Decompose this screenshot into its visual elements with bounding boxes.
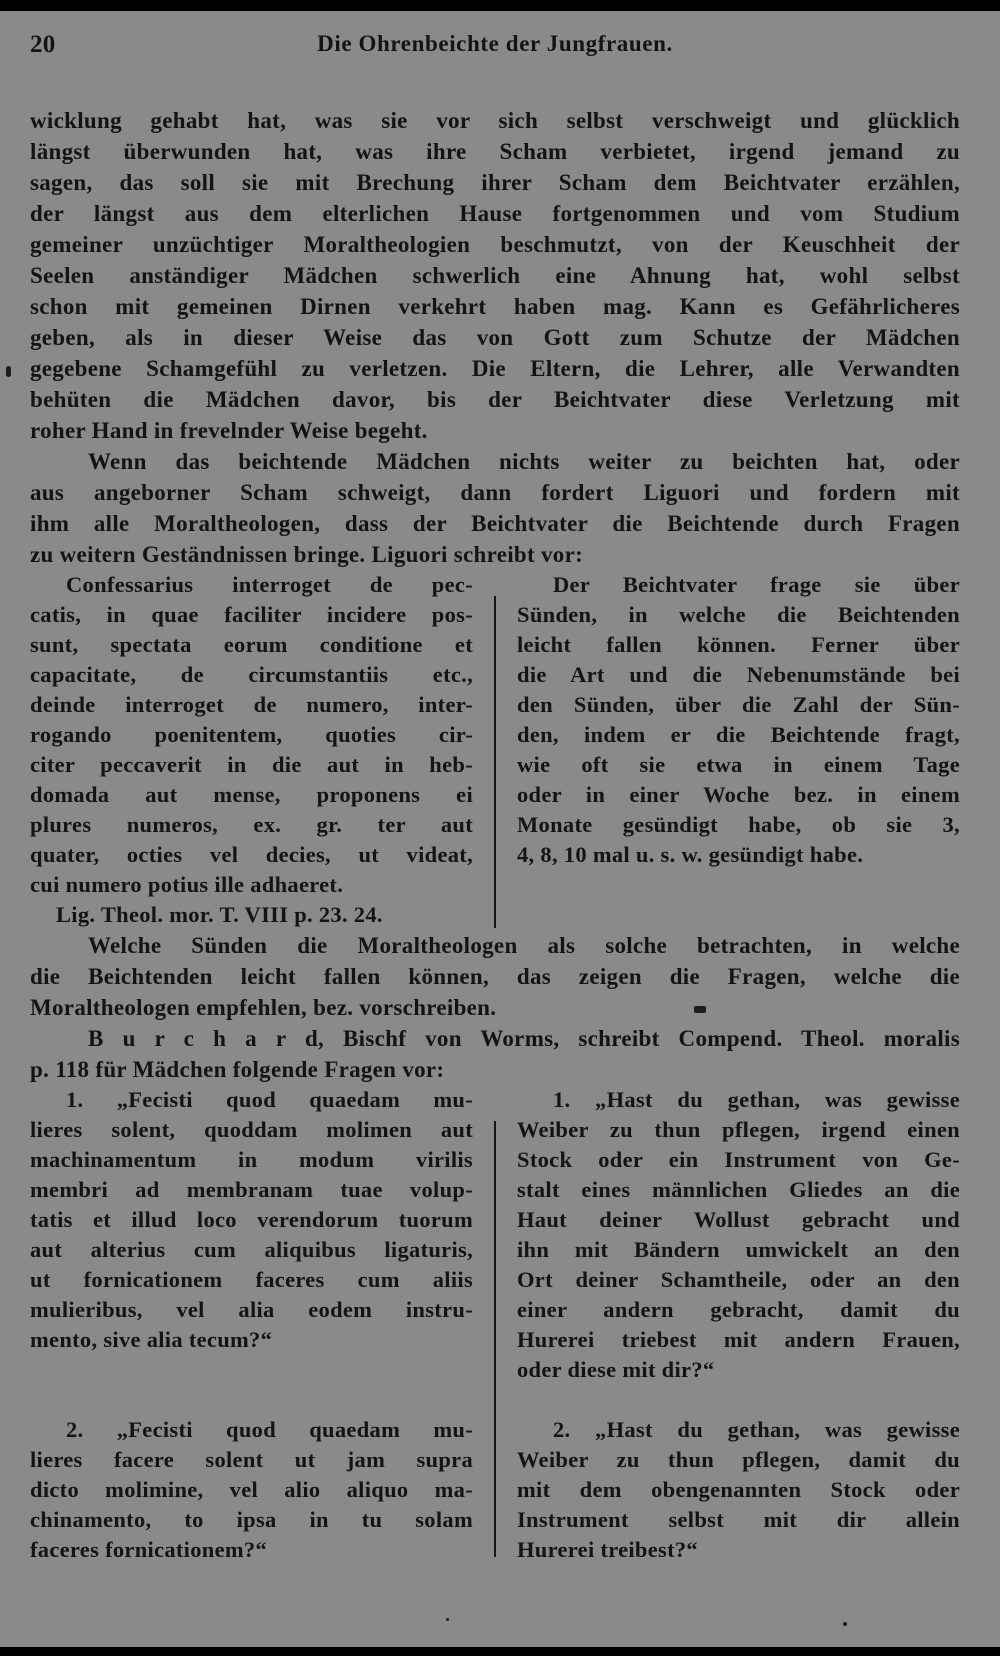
liguori-german-text — [517, 570, 960, 870]
burchard-latin-question-2 — [30, 1415, 473, 1565]
ink-speck — [843, 1622, 847, 1626]
text-line: lieres facere solent ut jam supra — [30, 1447, 473, 1472]
liguori-latin-column — [30, 570, 473, 930]
text-line: cui numero potius ille adhaeret. — [30, 872, 344, 897]
text-line: Wenn das beichtende Mädchen nichts weiter zu beichten hat, oder — [88, 449, 960, 474]
text-line: sunt, spectata eorum conditione et — [30, 632, 473, 657]
text-line: Confessarius interroget de pec- — [66, 572, 473, 597]
page-header — [30, 31, 960, 63]
text-line: längst überwunden hat, was ihre Scham verbietet, irgend jemand zu — [30, 139, 960, 164]
text-line: domada aut mense, proponens ei — [30, 782, 473, 807]
burchard-german-question-2 — [517, 1415, 960, 1565]
burchard-latin-column — [30, 1085, 473, 1565]
text-line: lieres solent, quoddam molimen aut — [30, 1117, 473, 1142]
text-line: Hurerei treibest?“ — [517, 1537, 698, 1562]
text-line: sagen, das soll sie mit Brechung ihrer Scham dem Beichtvater erzählen, — [30, 170, 960, 195]
text-line: Welche Sünden die Moraltheologen als solche betrachten, in welche — [88, 933, 960, 958]
burchard-latin-question-1 — [30, 1085, 473, 1355]
text-line: 2. „Fecisti quod quaedam mu- — [66, 1417, 473, 1442]
text-line: plures numeros, ex. gr. ter aut — [30, 812, 473, 837]
text-line: Der Beichtvater frage sie über — [553, 572, 960, 597]
paragraph-burchard-intro — [30, 1023, 960, 1085]
text-line: ihm alle Moraltheologen, dass der Beichtvater die Beichtende durch Fragen — [30, 511, 960, 536]
text-line: gemeiner unzüchtiger Moraltheologien beschmutzt, von der Keuschheit der — [30, 232, 960, 257]
burchard-questions-block — [30, 1085, 960, 1565]
text-line: Ort deiner Schamtheile, oder an den — [517, 1267, 960, 1292]
text-line: Instrument selbst mit dir allein — [517, 1507, 960, 1532]
text-line: p. 118 für Mädchen folgende Fragen vor: — [30, 1057, 445, 1082]
text-line: capacitate, de circumstantiis etc., — [30, 662, 473, 687]
column-divider-rule — [494, 1121, 496, 1557]
text-line: deinde interroget de numero, inter- — [30, 692, 473, 717]
burchard-german-question-1 — [517, 1085, 960, 1385]
text-line: citer peccaverit in die aut in heb- — [30, 752, 473, 777]
text-line: mulieribus, vel alia eodem instru- — [30, 1297, 473, 1322]
scan-edge-bottom — [0, 1647, 1000, 1656]
text-line: 1. „Hast du gethan, was gewisse — [553, 1087, 960, 1112]
text-line: tatis et illud loco verendorum tuorum — [30, 1207, 473, 1232]
text-line: stalt eines männlichen Gliedes an die — [517, 1177, 960, 1202]
text-line: rogando poenitentem, quoties cir- — [30, 722, 473, 747]
page-body — [30, 105, 960, 1565]
text-line: Moraltheologen empfehlen, bez. vorschreiben. — [30, 995, 497, 1020]
text-line: Sünden, in welche die Beichtenden — [517, 602, 960, 627]
text-line: geben, als in dieser Weise das von Gott zum Schutze der Mädchen — [30, 325, 960, 350]
text-line: den, indem er die Beichtende fragt, — [517, 722, 960, 747]
paragraph-welche-suenden — [30, 930, 960, 1023]
text-line: Hurerei triebest mit andern Frauen, — [517, 1327, 960, 1352]
text-line: Stock oder ein Instrument von Ge- — [517, 1147, 960, 1172]
text-line: dicto molimine, vel alio aliquo ma- — [30, 1477, 473, 1502]
text-line: zu weitern Geständnissen bringe. Liguori schreibt vor: — [30, 542, 584, 567]
liguori-latin-text — [30, 570, 473, 900]
text-line: Monate gesündigt habe, ob sie 3, — [517, 812, 960, 837]
text-line: oder diese mit dir?“ — [517, 1357, 715, 1382]
text-line: wicklung gehabt hat, was sie vor sich selbst verschweigt und glücklich — [30, 108, 960, 133]
scan-edge-top — [0, 0, 1000, 11]
text-line: mento, sive alia tecum?“ — [30, 1327, 273, 1352]
text-line: die Beichtenden leicht fallen können, das zeigen die Fragen, welche die — [30, 964, 960, 989]
text-line: wie oft sie etwa in einem Tage — [517, 752, 960, 777]
burchard-german-column — [517, 1085, 960, 1565]
ink-speck — [446, 1618, 449, 1621]
text-line: den Sünden, über die Zahl der Sün- — [517, 692, 960, 717]
text-line: roher Hand in frevelnder Weise begeht. — [30, 418, 428, 443]
text-line: machinamentum in modum virilis — [30, 1147, 473, 1172]
text-line: B u r c h a r d, Bischf von Worms, schreibt Compend. Theol. moralis — [88, 1026, 960, 1051]
text-line: Weiber zu thun pflegen, damit du — [517, 1447, 960, 1472]
ink-speck — [694, 1006, 706, 1013]
text-line: leicht fallen können. Ferner über — [517, 632, 960, 657]
text-line: Weiber zu thun pflegen, irgend einen — [517, 1117, 960, 1142]
text-line: membri ad membranam tuae volup- — [30, 1177, 473, 1202]
text-line: Seelen anständiger Mädchen schwerlich eine Ahnung hat, wohl selbst — [30, 263, 960, 288]
text-line: der längst aus dem elterlichen Hause fortgenommen und vom Studium — [30, 201, 960, 226]
text-line: 2. „Hast du gethan, was gewisse — [553, 1417, 960, 1442]
liguori-citation: Lig. Theol. mor. T. VIII p. 23. 24. — [56, 902, 383, 927]
page-number: 20 — [30, 31, 56, 58]
ink-speck — [6, 366, 11, 377]
text-line: 4, 8, 10 mal u. s. w. gesündigt habe. — [517, 842, 864, 867]
text-line: catis, in quae faciliter incidere pos- — [30, 602, 473, 627]
text-line: ihn mit Bändern umwickelt an den — [517, 1237, 960, 1262]
text-line: Haut deiner Wollust gebracht und — [517, 1207, 960, 1232]
running-title: Die Ohrenbeichte der Jungfrauen. — [317, 31, 673, 56]
text-line: chinamento, to ipsa in tu solam — [30, 1507, 473, 1532]
text-line: einer andern gebracht, damit du — [517, 1297, 960, 1322]
paragraph-wenn-das-beichtende — [30, 446, 960, 570]
text-line: 1. „Fecisti quod quaedam mu- — [66, 1087, 473, 1112]
text-line: ut fornicationem faceres cum aliis — [30, 1267, 473, 1292]
liguori-german-column — [517, 570, 960, 930]
text-line: schon mit gemeinen Dirnen verkehrt haben mag. Kann es Gefährlicheres — [30, 294, 960, 319]
text-line: die Art und die Nebenumstände bei — [517, 662, 960, 687]
text-line: gegebene Schamgefühl zu verletzen. Die Eltern, die Lehrer, alle Verwandten — [30, 356, 960, 381]
text-line: aut alterius cum aliquibus ligaturis, — [30, 1237, 473, 1262]
paragraph-continuation — [30, 105, 960, 446]
text-line: behüten die Mädchen davor, bis der Beichtvater diese Verletzung mit — [30, 387, 960, 412]
text-line: oder in einer Woche bez. in einem — [517, 782, 960, 807]
text-line: mit dem obengenannten Stock oder — [517, 1477, 960, 1502]
column-divider-rule — [494, 596, 496, 928]
text-line: aus angeborner Scham schweigt, dann fordert Liguori und fordern mit — [30, 480, 960, 505]
text-line: faceres fornicationem?“ — [30, 1537, 268, 1562]
liguori-parallel-block — [30, 570, 960, 930]
text-line: quater, octies vel decies, ut videat, — [30, 842, 473, 867]
